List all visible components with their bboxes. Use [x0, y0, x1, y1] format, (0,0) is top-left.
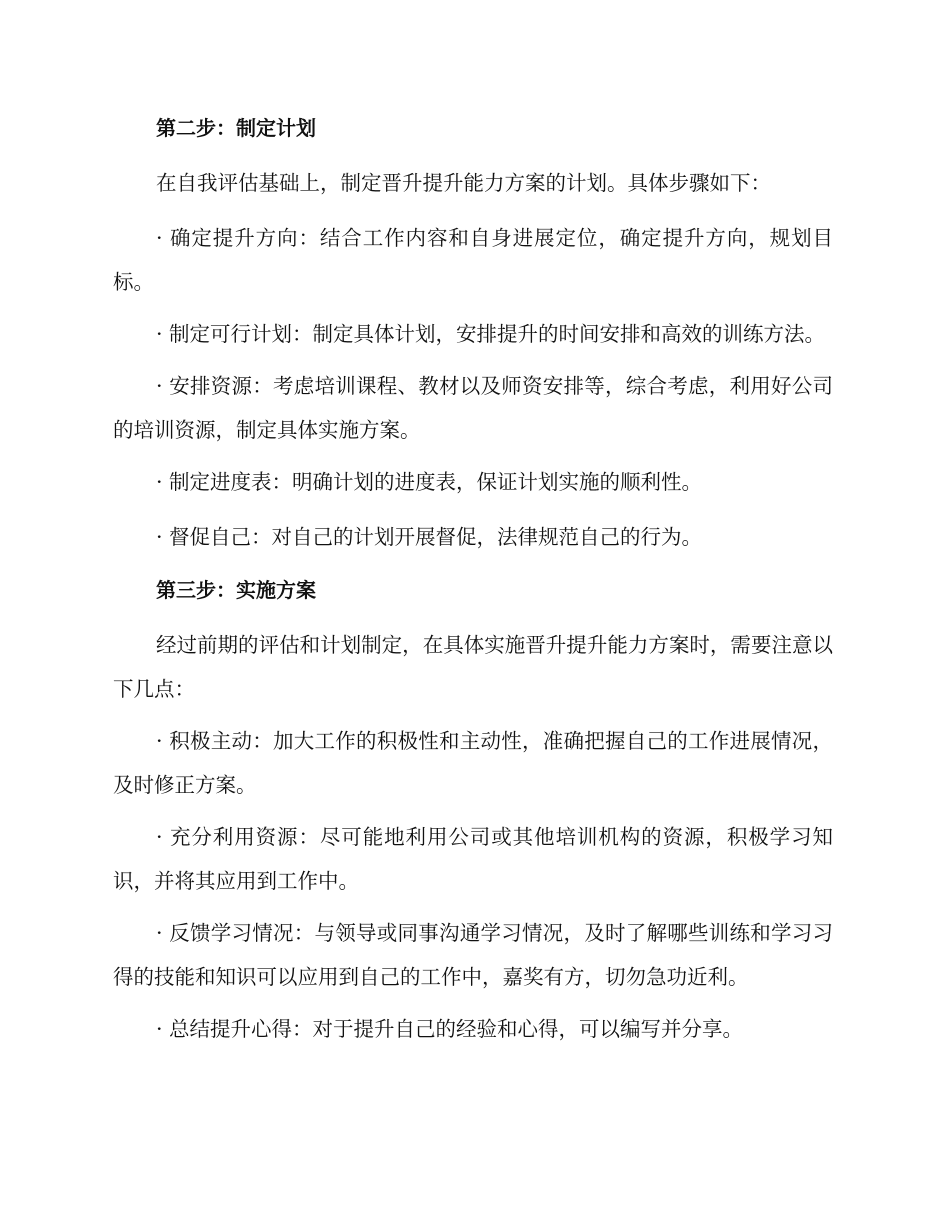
list-item: · 总结提升心得：对于提升自己的经验和心得，可以编写并分享。 [156, 1017, 744, 1041]
list-item: · 制定可行计划：制定具体计划，安排提升的时间安排和高效的训练方法。 [156, 322, 826, 346]
section-heading-step-two: 第二步：制定计划 [156, 116, 316, 140]
document-body [113, 108, 833, 1062]
list-item: · 安排资源：考虑培训课程、教材以及师资安排等，综合考虑，利用好公司的培训资源，制定具体实施方案。 [113, 374, 833, 442]
paragraph: 在自我评估基础上，制定晋升提升能力方案的计划。具体步骤如下： [156, 171, 771, 195]
list-item: · 积极主动：加大工作的积极性和主动性，准确把握自己的工作进展情况，及时修正方案。 [113, 729, 833, 797]
list-item: · 反馈学习情况：与领导或同事沟通学习情况，及时了解哪些训练和学习习得的技能和知识可以应用到自己的工作中，嘉奖有方，切勿急功近利。 [113, 921, 833, 989]
paragraph: 经过前期的评估和计划制定，在具体实施晋升提升能力方案时，需要注意以下几点： [113, 633, 833, 701]
list-item: · 督促自己：对自己的计划开展督促，法律规范自己的行为。 [156, 525, 703, 549]
section-heading-step-three: 第三步：实施方案 [156, 578, 316, 602]
list-item: · 充分利用资源：尽可能地利用公司或其他培训机构的资源，积极学习知识，并将其应用到工作中。 [113, 825, 833, 893]
list-item: · 确定提升方向：结合工作内容和自身进展定位，确定提升方向，规划目标。 [113, 226, 833, 294]
list-item: · 制定进度表：明确计划的进度表，保证计划实施的顺利性。 [156, 470, 703, 494]
